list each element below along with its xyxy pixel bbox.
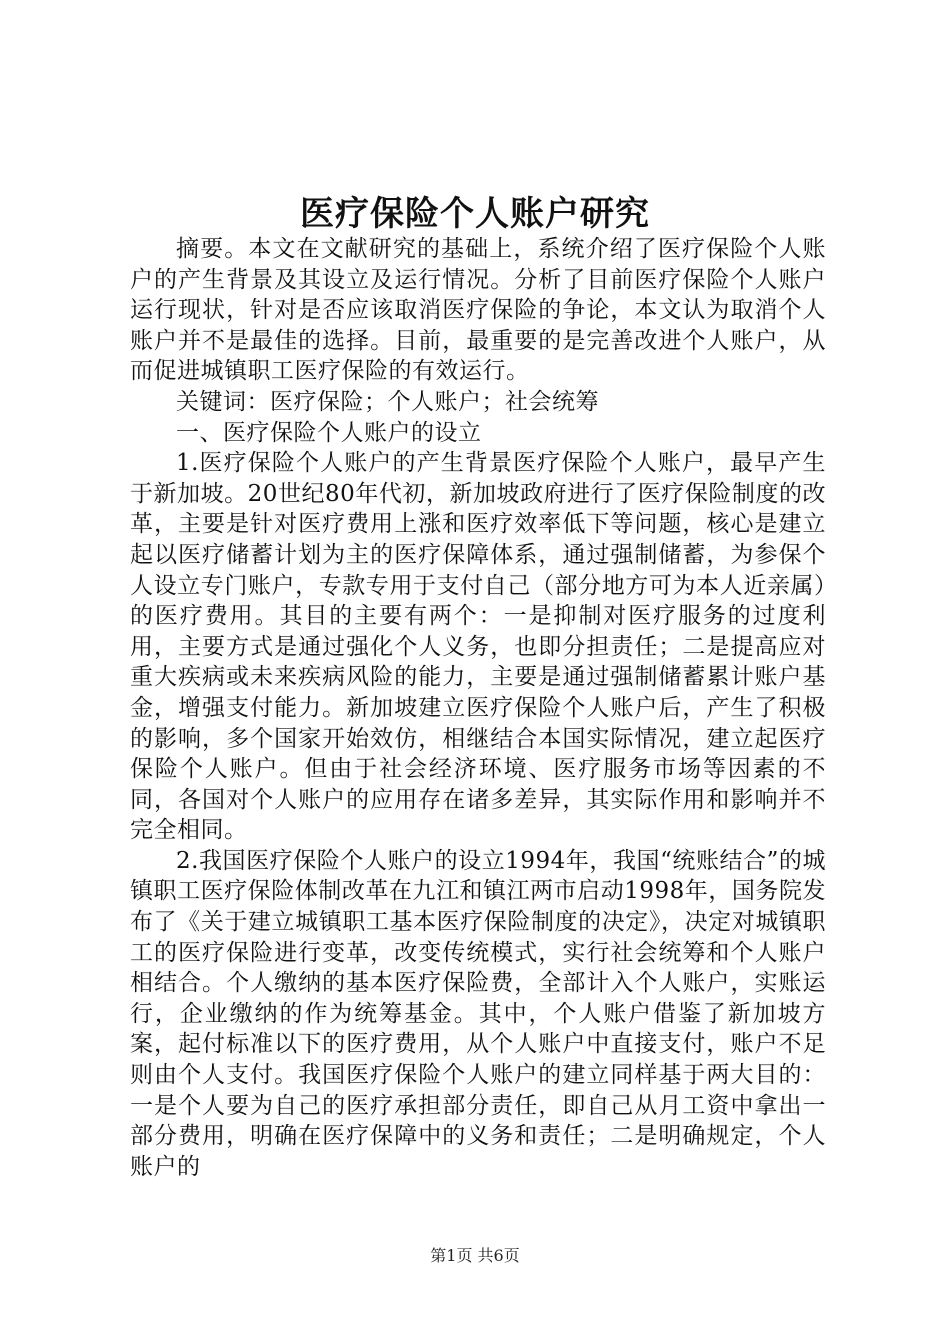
section-heading: 一、医疗保险个人账户的设立	[176, 419, 482, 446]
keywords-paragraph: 关键词：医疗保险；个人账户；社会统筹	[176, 388, 599, 415]
page-number-footer: 第1页 共6页	[430, 1246, 520, 1265]
body-paragraph-1: 1.医疗保险个人账户的产生背景医疗保险个人账户，最早产生于新加坡。20世纪80年代初，新加坡政府进行了医疗保险制度的改革，主要是针对医疗费用上涨和医疗效率低下等问题，核心是建立起以医疗储蓄计划为主的医疗保障体系，通过强制储蓄，为参保个人设立专门账户，专款专用于支付自己（部分地方可为本人近亲属）的医疗费用。其目的主要有两个：一是抑制对医疗服务的过度利用，主要方式是通过强化个人义务，也即分担责任；二是提高应对重大疾病或未来疾病风险的能力，主要是通过强制储蓄累计账户基金，增强支付能力。新加坡建立医疗保险个人账户后，产生了积极的影响，多个国家开始效仿，相继结合本国实际情况，建立起医疗保险个人账户。但由于社会经济环境、医疗服务市场等因素的不同，各国对个人账户的应用存在诸多差异，其实际作用和影响并不完全相同。	[130, 450, 826, 844]
body-paragraph-2: 2.我国医疗保险个人账户的设立1994年，我国“统账结合”的城镇职工医疗保险体制改革在九江和镇江两市启动1998年，国务院发布了《关于建立城镇职工基本医疗保险制度的决定》，决定对城镇职工的医疗保险进行变革，改变传统模式，实行社会统筹和个人账户相结合。个人缴纳的基本医疗保险费，全部计入个人账户，实账运行，企业缴纳的作为统筹基金。其中，个人账户借鉴了新加坡方案，起付标准以下的医疗费用，从个人账户中直接支付，账户不足则由个人支付。我国医疗保险个人账户的建立同样基于两大目的：一是个人要为自己的医疗承担部分责任，即自己从月工资中拿出一部分费用，明确在医疗保障中的义务和责任；二是明确规定，个人账户的	[130, 847, 826, 1180]
document-title: 医疗保险个人账户研究	[300, 194, 650, 234]
document-body	[130, 234, 826, 1182]
abstract-paragraph: 摘要。本文在文献研究的基础上，系统介绍了医疗保险个人账户的产生背景及其设立及运行情况。分析了目前医疗保险个人账户运行现状，针对是否应该取消医疗保险的争论，本文认为取消个人账户并不是最佳的选择。目前，最重要的是完善改进个人账户，从而促进城镇职工医疗保险的有效运行。	[130, 236, 826, 385]
